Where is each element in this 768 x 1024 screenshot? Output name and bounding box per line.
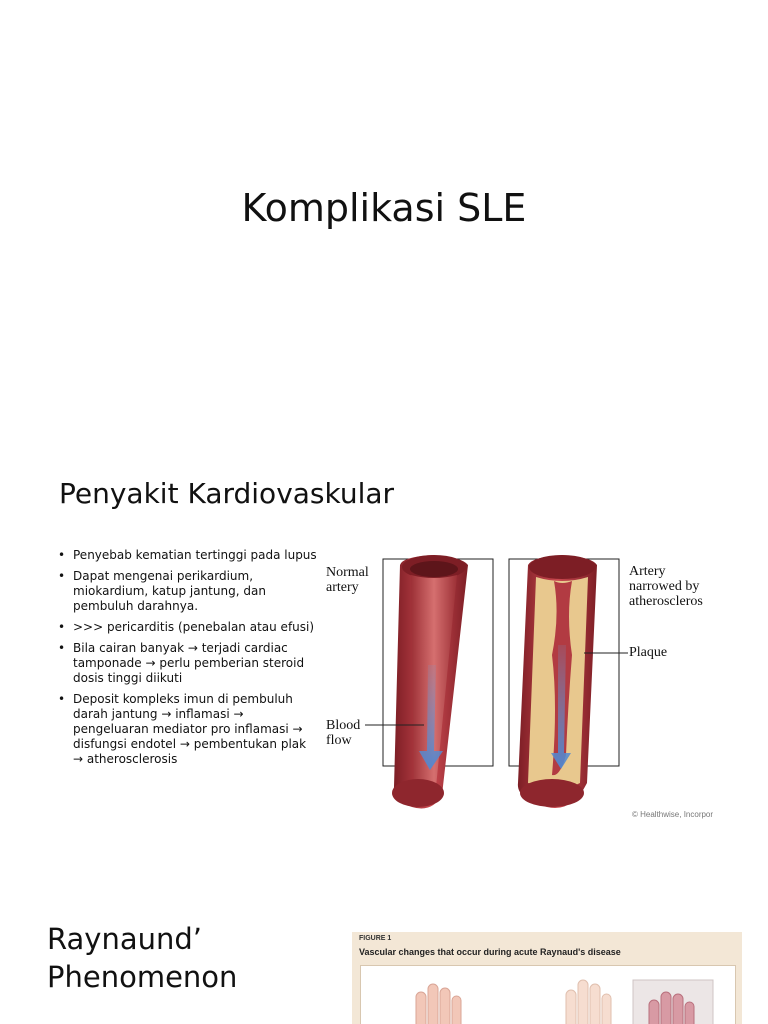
narrowed-artery [518,555,597,808]
figure-caption: Vascular changes that occur during acute Raynaud's disease [359,947,621,957]
hands-illustration [361,966,735,1024]
slide-cardiovascular [0,440,768,880]
cardiovascular-title: Penyakit Kardiovaskular [59,477,395,510]
raynaud-title: Raynaund’ Phenomenon [47,922,238,994]
hand-pale [566,980,611,1024]
bullet-item: • Penyebab kematian tertinggi pada lupus [58,548,318,563]
narrowed-artery-label: Artery narrowed by atheroscleros [629,564,703,609]
slide-title-text: Komplikasi SLE [241,186,527,230]
artery-illustration [322,555,722,825]
figure-credit: © Healthwise, Incorpor [632,810,714,819]
slide-title [0,0,768,440]
bullet-item: • Dapat mengenai perikardium, miokardium, katup jantung, dan pembuluh darahnya. [58,569,318,614]
blood-flow-label: Blood flow [326,718,361,748]
bullet-item: • Bila cairan banyak → terjadi cardiac tamponade → perlu pemberian steroid dosis tinggi diikuti [58,641,318,686]
normal-artery [392,555,468,809]
bullet-item: • >>> pericarditis (penebalan atau efusi) [58,620,318,635]
cardiovascular-bullet-list [58,548,318,773]
slide-raynaud [0,880,768,1024]
raynaud-figure [352,932,742,1024]
hands-panel [360,965,736,1024]
figure-number: FIGURE 1 [359,935,392,942]
plaque-label: Plaque [629,645,668,660]
normal-artery-label: Normal artery [326,565,369,595]
bullet-item: • Deposit kompleks imun di pembuluh darah jantung → inflamasi → pengeluaran mediator pro inflamasi → disfungsi endotel → pembentukan plak → atherosclerosis [58,692,318,767]
hand-normal [416,984,461,1024]
